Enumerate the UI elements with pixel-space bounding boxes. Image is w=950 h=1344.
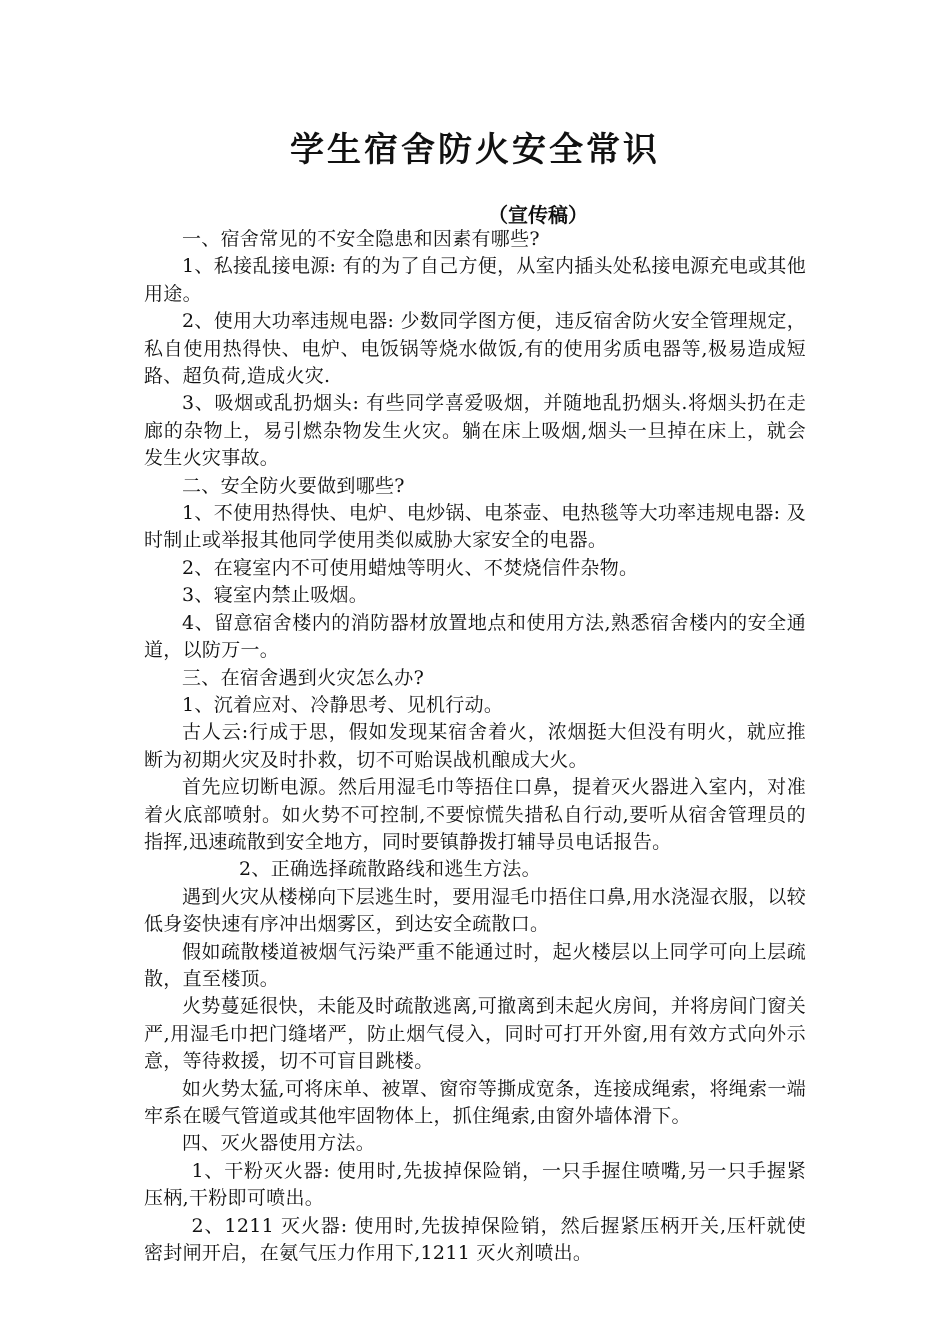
paragraph: 4、留意宿舍楼内的消防器材放置地点和使用方法,熟悉宿舍楼内的安全通道，以防万一。 <box>144 611 806 662</box>
paragraph: 古人云:行成于思，假如发现某宿舍着火，浓烟挺大但没有明火，就应推断为初期火灾及时扑救，切不可贻误战机酿成大火。 <box>144 721 806 771</box>
paragraph: 1、不使用热得快、电炉、电炒锅、电茶壶、电热毯等大功率违规电器: 及时制止或举报其他同学使用类似威胁大家安全的电器。 <box>144 502 806 552</box>
section-heading: 三、在宿舍遇到火灾怎么办? <box>182 666 425 689</box>
document-body <box>144 226 806 1267</box>
section-heading: 一、宿舍常见的不安全隐患和因素有哪些? <box>182 228 540 250</box>
document-subtitle: （宣传稿） <box>488 203 588 227</box>
paragraph: 3、吸烟或乱扔烟头: 有些同学喜爱吸烟，并随地乱扔烟头.将烟头扔在走廊的杂物上，易引燃杂物发生火灾。躺在床上吸烟,烟头一旦掉在床上，就会发生火灾事故。 <box>144 392 806 470</box>
paragraph: 如火势太猛,可将床单、被罩、窗帘等撕成宽条，连接成绳索，将绳索一端牢系在暖气管道或其他牢固物体上，抓住绳索,由窗外墙体滑下。 <box>144 1077 806 1127</box>
paragraph: 3、寝室内禁止吸烟。 <box>182 584 369 607</box>
paragraph: 假如疏散楼道被烟气污染严重不能通过时，起火楼层以上同学可向上层疏散，直至楼顶。 <box>144 940 806 990</box>
section-heading: 四、灭火器使用方法。 <box>182 1132 376 1155</box>
paragraph: 遇到火灾从楼梯向下层逃生时，要用湿毛巾捂住口鼻,用水浇湿衣服，以较低身姿快速有序冲出烟雾区，到达安全疏散口。 <box>144 885 806 936</box>
paragraph: 1、沉着应对、冷静思考、见机行动。 <box>182 693 504 716</box>
section-heading: 二、安全防火要做到哪些? <box>182 474 405 497</box>
paragraph: 1、私接乱接电源: 有的为了自己方便，从室内插头处私接电源充电或其他用途。 <box>144 255 806 305</box>
paragraph: 火势蔓延很快，未能及时疏散逃离,可撤离到未起火房间，并将房间门窗关严,用湿毛巾把门缝堵严，防止烟气侵入，同时可打开外窗,用有效方式向外示意，等待救援，切不可盲目跳楼。 <box>144 995 806 1073</box>
paragraph: 2、使用大功率违规电器: 少数同学图方便，违反宿舍防火安全管理规定，私自使用热得快、电炉、电饭锅等烧水做饭,有的使用劣质电器等,极易造成短路、超负荷,造成火灾. <box>144 310 806 388</box>
subsection-heading: 2、正确选择疏散路线和逃生方法。 <box>239 858 541 881</box>
document-title: 学生宿舍防火安全常识 <box>290 130 660 170</box>
paragraph: 首先应切断电源。然后用湿毛巾等捂住口鼻，提着灭火器进入室内，对准着火底部喷射。如火势不可控制,不要惊慌失措私自行动,要听从宿舍管理员的指挥,迅速疏散到安全地方，同时要镇静拨打辅导员电话报告。 <box>144 776 806 853</box>
paragraph: 1、干粉灭火器: 使用时,先拔掉保险销，一只手握住喷嘴,另一只手握紧压柄,干粉即可喷出。 <box>144 1159 806 1210</box>
paragraph: 2、1211 灭火器: 使用时,先拔掉保险销，然后握紧压柄开关,压杆就使密封闸开启，在氨气压力作用下,1211 灭火剂喷出。 <box>144 1214 806 1265</box>
paragraph: 2、在寝室内不可使用蜡烛等明火、不焚烧信件杂物。 <box>182 556 639 579</box>
